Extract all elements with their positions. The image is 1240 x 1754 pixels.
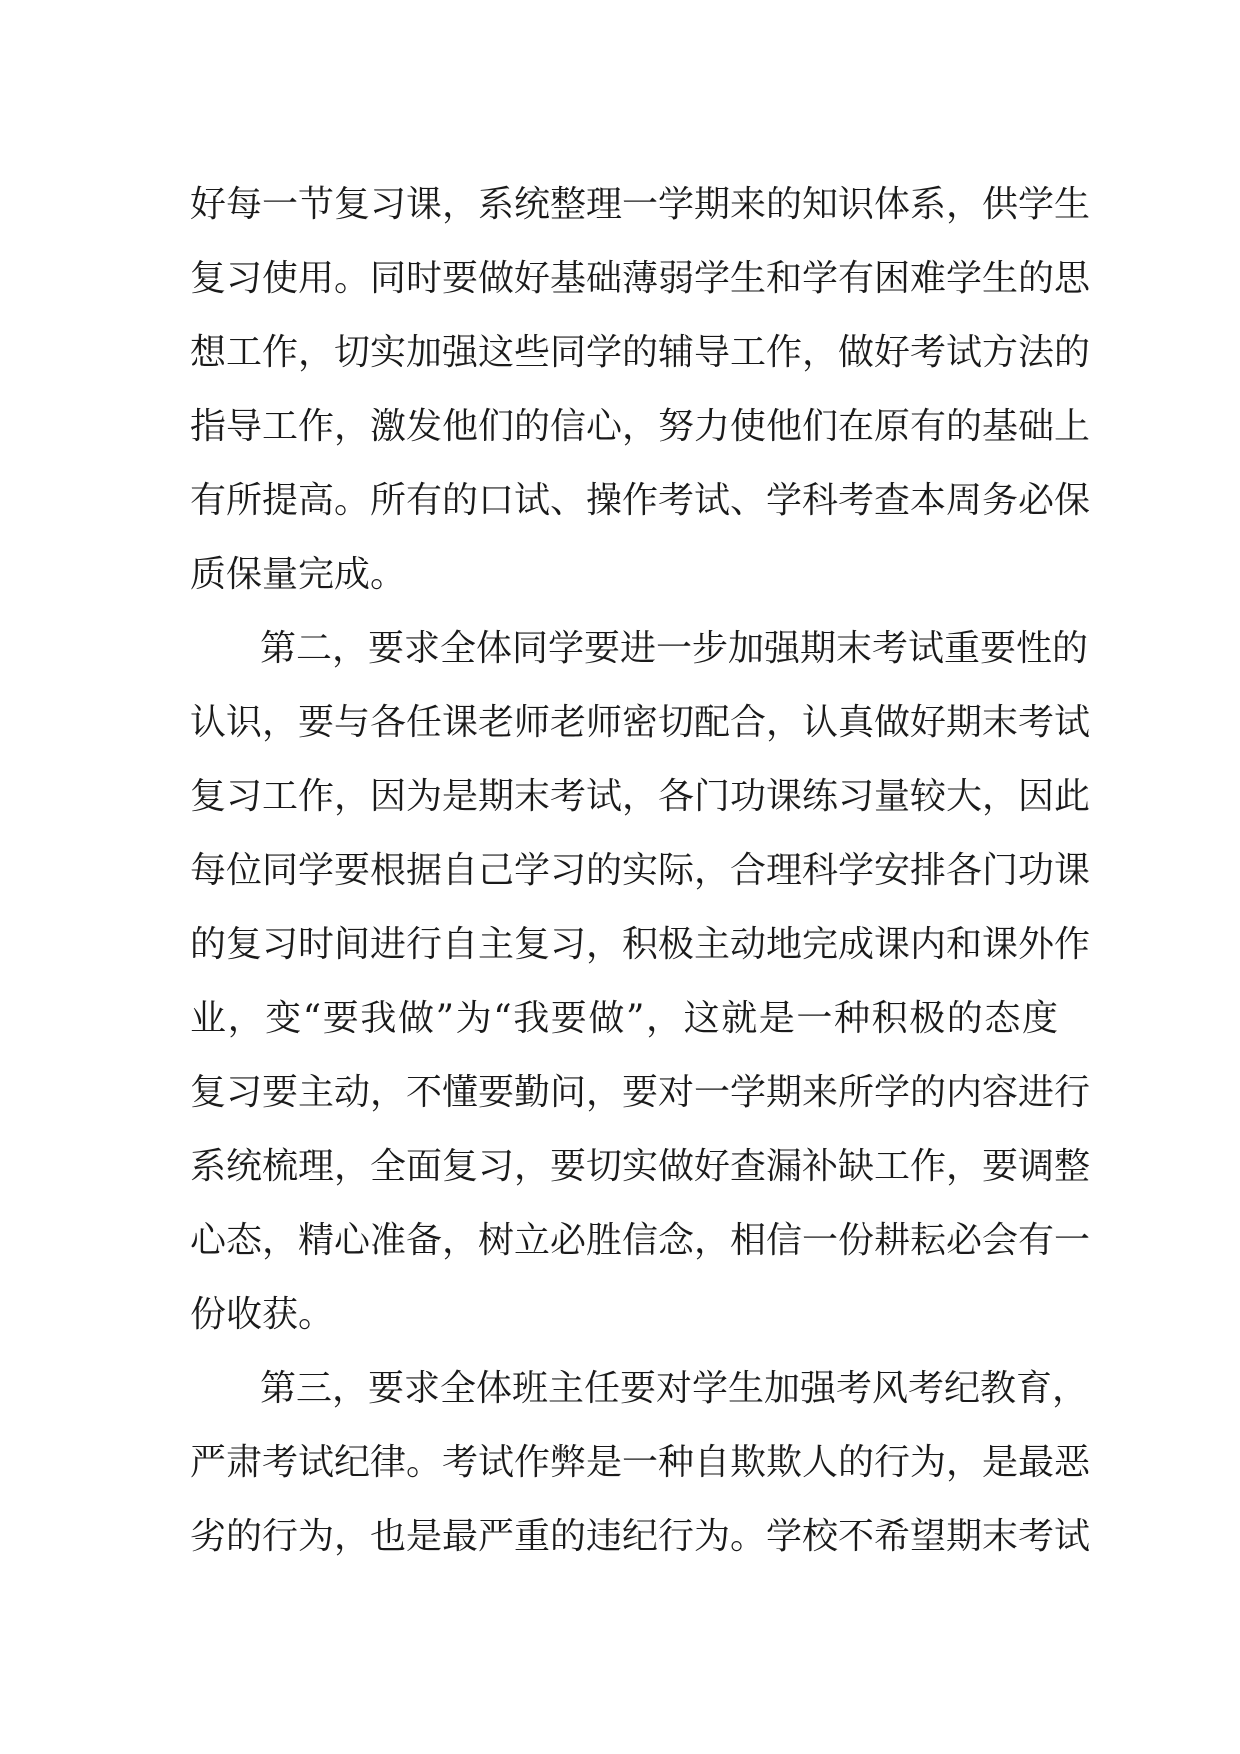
text-line: 质保量完成。 (190, 554, 407, 595)
text-line: 每位同学要根据自己学习的实际，合理科学安排各门功课 (190, 850, 1091, 891)
text-line: 第三，要求全体班主任要对学生加强考风考纪教育， (260, 1368, 1089, 1409)
text-line: 系统梳理，全面复习，要切实做好查漏补缺工作，要调整 (190, 1146, 1091, 1187)
text-line: 想工作，切实加强这些同学的辅导工作，做好考试方法的 (190, 332, 1091, 373)
text-line: 有所提高。所有的口试、操作考试、学科考查本周务必保 (190, 480, 1091, 521)
text-line: 份收获。 (190, 1294, 335, 1335)
text-line: 的复习时间进行自主复习，积极主动地完成课内和课外作 (190, 924, 1091, 965)
text-line: 复习工作，因为是期末考试，各门功课练习量较大，因此 (190, 776, 1091, 817)
text-line: 复习使用。同时要做好基础薄弱学生和学有困难学生的思 (190, 258, 1091, 299)
text-line: 复习要主动，不懂要勤问，要对一学期来所学的内容进行 (190, 1072, 1091, 1113)
text-line: 劣的行为，也是最严重的违纪行为。学校不希望期末考试 (190, 1516, 1091, 1557)
text-line: 心态，精心准备，树立必胜信念，相信一份耕耘必会有一 (190, 1220, 1091, 1261)
document-body (190, 168, 1091, 1574)
text-line: 业，变“要我做”为“我要做”，这就是一种积极的态度 (190, 998, 1058, 1039)
paragraph-3 (190, 1352, 1091, 1574)
text-line: 严肃考试纪律。考试作弊是一种自欺欺人的行为，是最恶 (190, 1442, 1091, 1483)
paragraph-1 (190, 168, 1091, 612)
text-line: 指导工作，激发他们的信心，努力使他们在原有的基础上 (190, 406, 1091, 447)
text-line: 认识，要与各任课老师老师密切配合，认真做好期末考试 (190, 702, 1091, 743)
text-line: 好每一节复习课，系统整理一学期来的知识体系，供学生 (190, 184, 1091, 225)
paragraph-2 (190, 612, 1091, 1352)
text-line: 第二，要求全体同学要进一步加强期末考试重要性的 (260, 628, 1089, 669)
